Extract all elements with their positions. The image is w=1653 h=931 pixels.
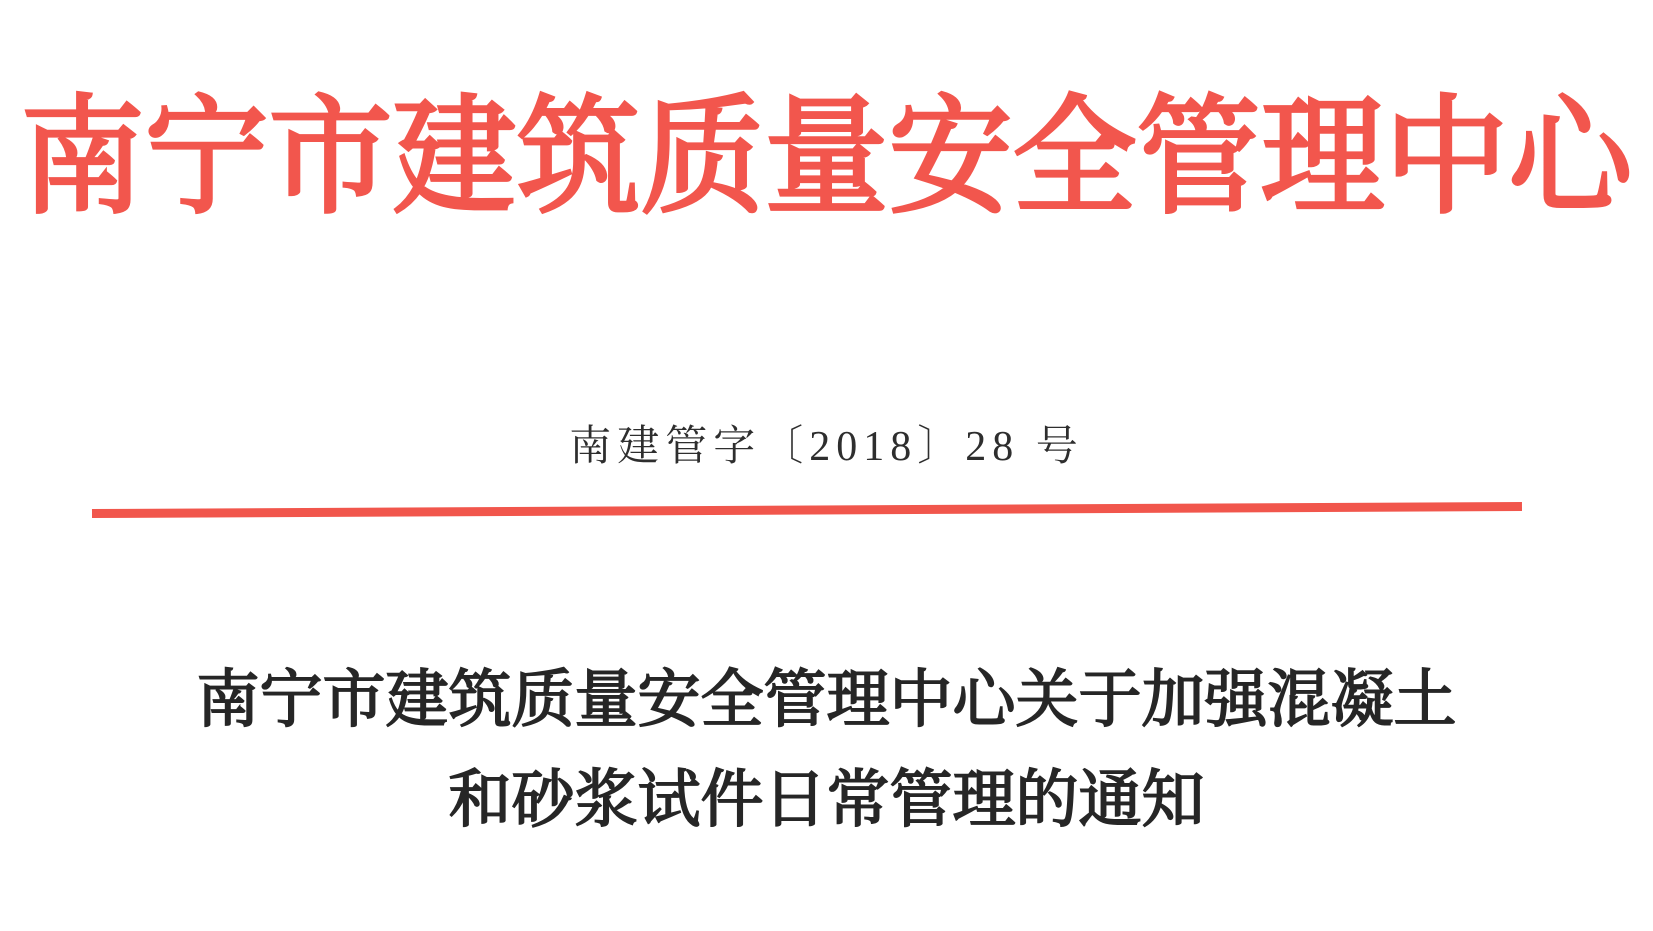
document-title xyxy=(0,650,1653,850)
document-number: 南建管字〔2018〕28 号 xyxy=(569,424,1084,470)
document-title-line-2: 和砂浆试件日常管理的通知 xyxy=(448,765,1205,835)
document-title-line-1: 南宁市建筑质量安全管理中心关于加强混凝土 xyxy=(196,665,1457,735)
red-separator-line xyxy=(92,502,1522,518)
agency-header-title: 南宁市建筑质量安全管理中心 xyxy=(20,87,1633,230)
